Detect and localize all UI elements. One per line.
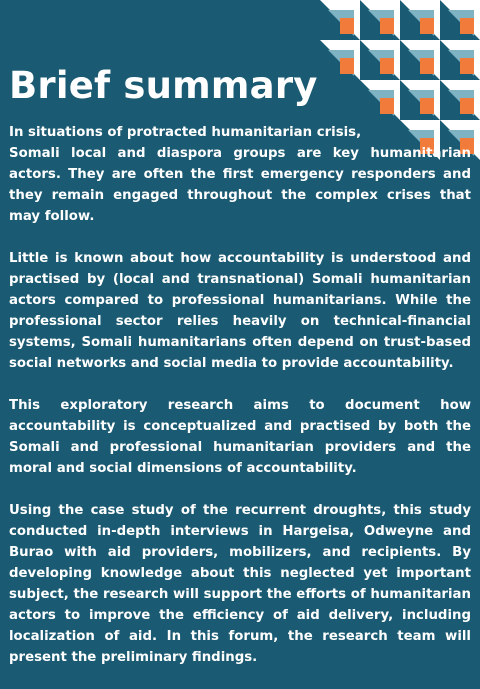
pattern-tile xyxy=(360,80,400,120)
summary-paragraph-3: This exploratory research aims to document how accountability is conceptualized and practised by both the Somali and professional humanitarian providers and the moral and social dimensions of accountability. xyxy=(9,398,471,476)
summary-paragraph-4: Using the case study of the recurrent droughts, this study conducted in-depth interviews in Hargeisa, Odweyne and Burao with aid providers, mobilizers, and recipients. By developing knowledge about this neglected yet important subject, the research will support the efforts of humanitarian actors to improve the efficiency of aid delivery, including localization of aid. In this forum, the research team will present the preliminary findings. xyxy=(9,503,471,665)
pattern-tile xyxy=(400,80,440,120)
summary-paragraph-intro: In situations of protracted humanitarian crisis, xyxy=(9,125,362,140)
pattern-tile xyxy=(320,40,360,80)
pattern-tile xyxy=(320,0,360,40)
summary-body xyxy=(9,122,471,689)
pattern-tile xyxy=(440,0,480,40)
pattern-tile xyxy=(400,0,440,40)
summary-paragraph-2: Little is known about how accountability is understood and practised by (local and transnational) Somali humanitarian actors compared to professional humanitarians. While the professional sector relies heavily on technical-financial systems, Somali humanitarians often depend on trust-based social networks and social media to provide accountability. xyxy=(9,251,471,371)
pattern-tile xyxy=(440,80,480,120)
pattern-tile xyxy=(400,40,440,80)
pattern-tile xyxy=(360,40,400,80)
pattern-tile xyxy=(360,0,400,40)
page-title: Brief summary xyxy=(9,64,318,107)
summary-paragraph-1: Somali local and diaspora groups are key humanitarian actors. They are often the first emergency responders and they remain engaged throughout the complex crises that may follow. xyxy=(9,146,471,224)
pattern-tile xyxy=(440,40,480,80)
